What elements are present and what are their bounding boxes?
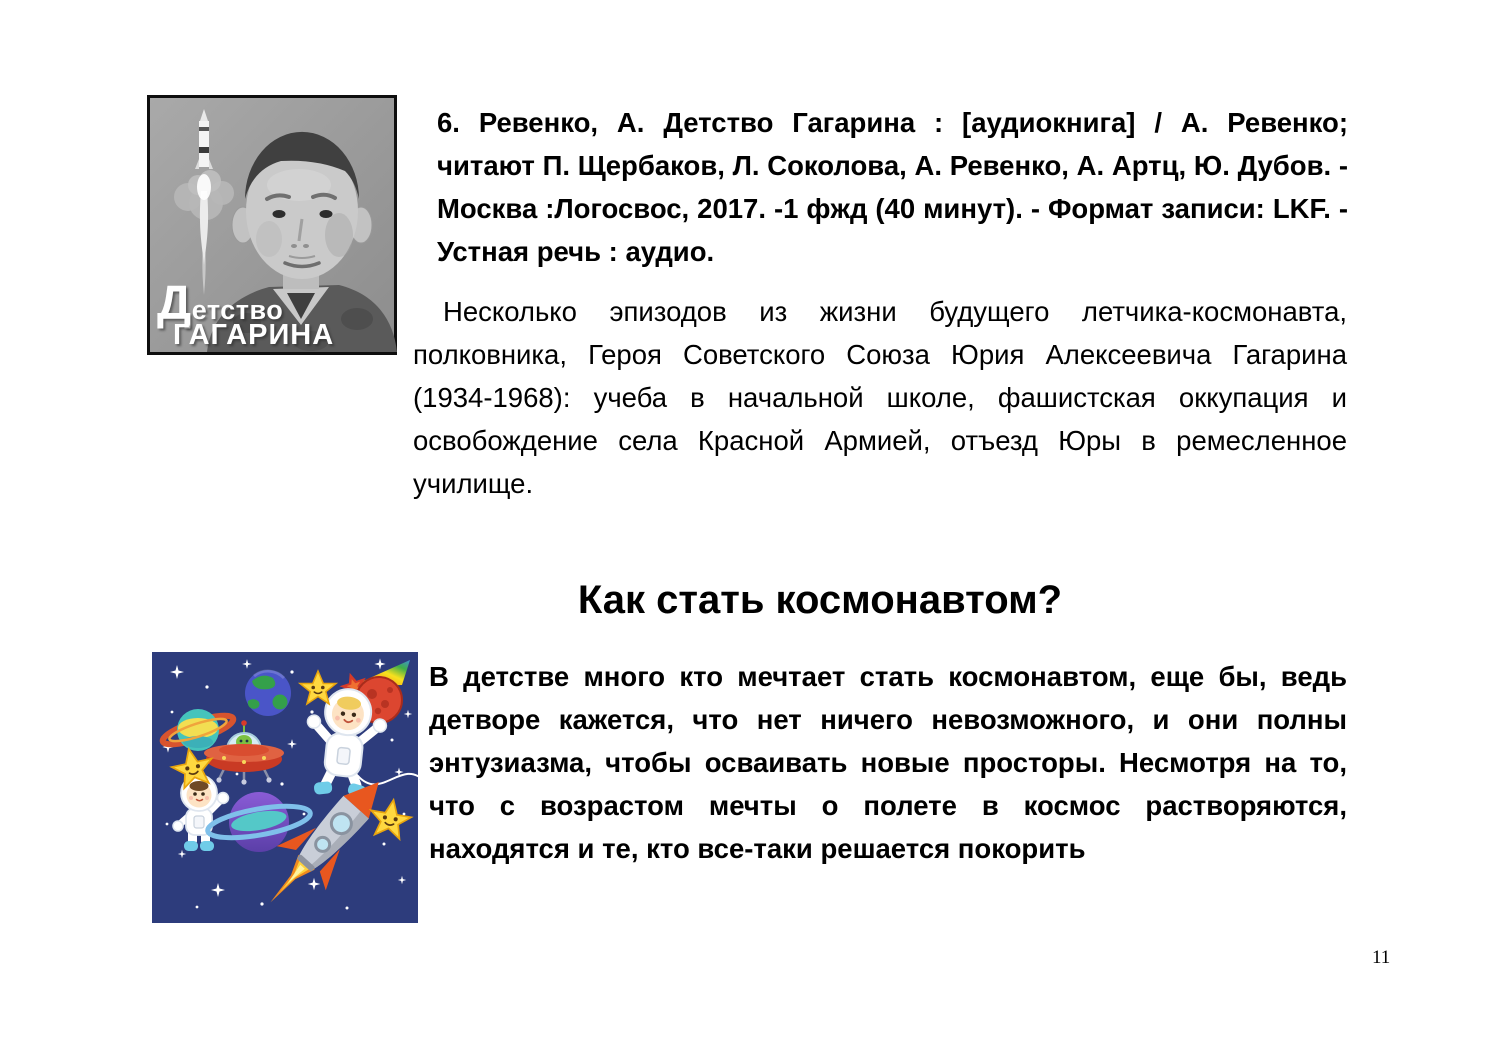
- page-number: 11: [1372, 947, 1391, 968]
- cover-title-line1: Детство: [157, 277, 284, 331]
- earth-icon: [245, 670, 291, 716]
- space-illustration: [152, 652, 418, 923]
- space-cartoon-art: [152, 652, 418, 923]
- section-body-paragraph: В детстве много кто мечтает стать космонавтом, еще бы, ведь детворе кажется, что нет ничего невозможного, и они полны энтузиазма, чтобы осваивать новые просторы. Несмотря на то, что с возрастом мечты о полете в космос растворяются, находятся и те, кто все-таки решается покорить: [429, 661, 1347, 864]
- cover-title-line2: ГАГАРИНА: [173, 319, 335, 352]
- book-cover-image: [147, 95, 397, 355]
- cover-title: [157, 277, 335, 352]
- citation-paragraph: 6. Ревенко, А. Детство Гагарина : [аудиокнига] / А. Ревенко; читают П. Щербаков, Л. Соколова, А. Ревенко, А. Артц, Ю. Дубов. - Москва :Логосвос, 2017. -1 фжд (40 минут). - Формат записи: LKF. - Устная речь : аудио.: [437, 107, 1348, 267]
- annotation-paragraph: Несколько эпизодов из жизни будущего летчика-космонавта, полковника, Героя Советского Союза Юрия Алексеевича Гагарина (1934-1968): учеба в начальной школе, фашистская оккупация и освобождение села Красной Армией, отъезд Юры в ремесленное училище.: [413, 296, 1347, 499]
- section-heading: Как стать космонавтом?: [577, 578, 1063, 622]
